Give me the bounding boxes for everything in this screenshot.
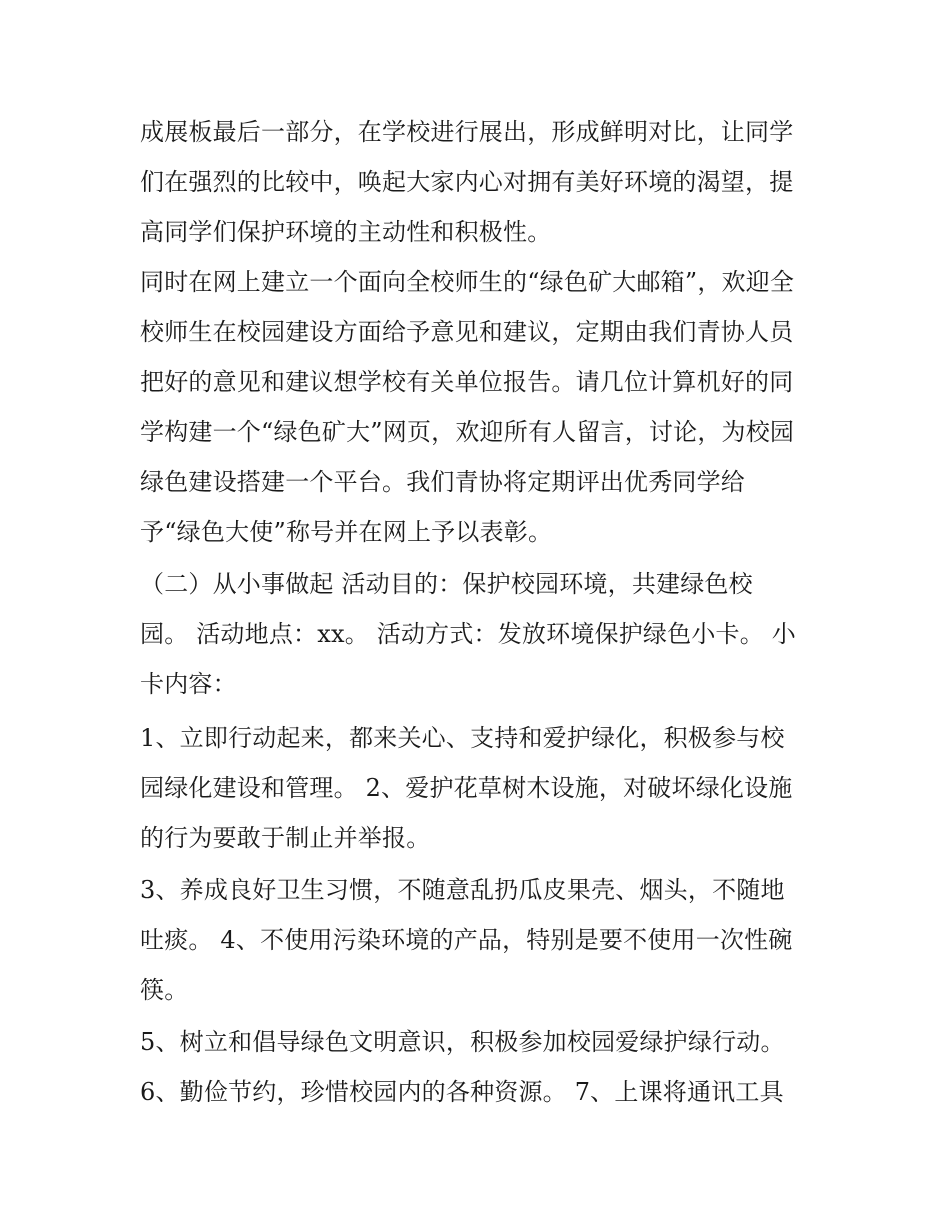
text-line: 6、勤俭节约，珍惜校园内的各种资源。 7、上课将通讯工具 xyxy=(140,1078,784,1106)
text-line: 3、养成良好卫生习惯，不随意乱扔瓜皮果壳、烟头，不随地 xyxy=(140,876,785,904)
text-line: 吐痰。 4、不使用污染环境的产品，特别是要不使用一次性碗 xyxy=(140,926,793,954)
text-line: 5、树立和倡导绿色文明意识，积极参加校园爱绿护绿行动。 xyxy=(140,1028,785,1056)
text-line: 卡内容： xyxy=(140,670,237,698)
text-line: 的行为要敢于制止并举报。 xyxy=(140,824,431,852)
text-line: （二）从小事做起 活动目的：保护校园环境，共建绿色校 xyxy=(140,570,753,598)
text-line: 高同学们保护环境的主动性和积极性。 xyxy=(140,218,552,246)
text-line: 园。 活动地点：xx。 活动方式：发放环境保护绿色小卡。 小 xyxy=(140,620,796,648)
text-line: 们在强烈的比较中，唤起大家内心对拥有美好环境的渴望，提 xyxy=(140,168,794,196)
text-line: 同时在网上建立一个面向全校师生的“绿色矿大邮箱”，欢迎全 xyxy=(140,268,795,296)
text-line: 1、立即行动起来，都来关心、支持和爱护绿化，积极参与校 xyxy=(140,724,785,752)
text-line: 筷。 xyxy=(140,976,189,1004)
text-line: 学构建一个“绿色矿大”网页，欢迎所有人留言，讨论，为校园 xyxy=(140,418,795,446)
text-line: 校师生在校园建设方面给予意见和建议，定期由我们青协人员 xyxy=(140,318,794,346)
text-line: 成展板最后一部分，在学校进行展出，形成鲜明对比，让同学 xyxy=(140,118,794,146)
text-line: 园绿化建设和管理。 2、爱护花草树木设施，对破坏绿化设施 xyxy=(140,774,793,802)
text-line: 予“绿色大使”称号并在网上予以表彰。 xyxy=(140,518,553,546)
text-line: 绿色建设搭建一个平台。我们青协将定期评出优秀同学给 xyxy=(140,468,745,496)
text-line: 把好的意见和建议想学校有关单位报告。请几位计算机好的同 xyxy=(140,368,794,396)
